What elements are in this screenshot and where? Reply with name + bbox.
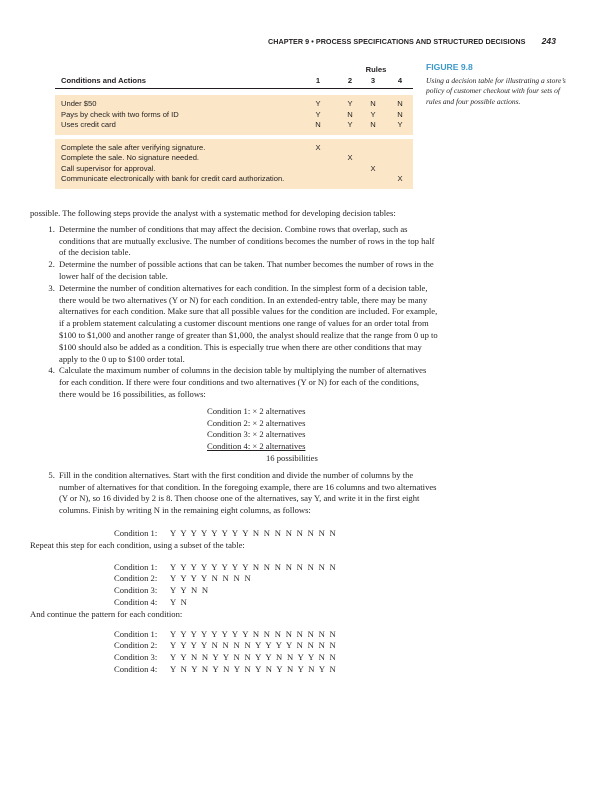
rule-number: 1: [315, 76, 321, 85]
list-item: 2. Determine the number of possible actions that can be taken. That number becomes the number of rows in the lower half of the decision table.: [57, 259, 438, 283]
action-label: Complete the sale after verifying signature.: [61, 142, 206, 152]
table-cell: N: [370, 99, 376, 108]
table-cell: N: [347, 109, 353, 119]
condition-row: [55, 120, 413, 131]
condition-line: [114, 652, 438, 664]
calc-line: Condition 2: × 2 alternatives: [207, 417, 306, 428]
list-item: 5. Fill in the condition alternatives. Start with the first condition and divide the number of columns by the number of alternatives for that condition. In the foregoing example, there are 16 columns and two alternatives (Y or N), so 16 divided by 2 is 8. Then choose one of the alternatives, say Y, and write it in the first eight columns. Finish by writing N in the remaining eight columns, as follows:: [57, 470, 438, 517]
actions-section: [55, 139, 413, 189]
repeat-paragraph: Repeat this step for each condition, using a subset of the table:: [30, 539, 245, 550]
table-cell: N: [315, 120, 321, 129]
table-cell: Y: [347, 120, 353, 129]
table-cell: X: [397, 174, 403, 183]
condition-label: Uses credit card: [61, 120, 116, 129]
condition-values: Y Y N N: [170, 585, 209, 596]
condition-values: Y N: [170, 596, 188, 607]
condition-line: [114, 562, 438, 574]
calculation-block: [207, 406, 438, 465]
condition-name: Condition 1:: [114, 628, 158, 639]
page-number: 243: [541, 36, 556, 46]
table-cell: Y: [370, 109, 376, 119]
condition-row: [55, 99, 413, 110]
running-head: [268, 37, 556, 46]
list-item: 1. Determine the number of conditions that may affect the decision. Combine rows that overlap, such as conditions that are mutually exclusive. The number of conditions becomes the number of rows in the top half of the decision table.: [57, 224, 438, 259]
condition-line: [114, 585, 438, 597]
step-text: Calculate the maximum number of columns in the decision table by multiplying the number of alternatives for each condition. If there were four conditions and two alternatives (Y or N) for each of the conditions, there would be 16 possibilities, as follows:: [59, 365, 427, 399]
rule-number: 4: [397, 76, 403, 85]
condition-name: Condition 1:: [114, 561, 158, 572]
action-row: [55, 153, 413, 164]
calc-total: 16 possibilities: [266, 452, 318, 463]
rule-number: 3: [370, 76, 376, 85]
condition-name: Condition 1:: [114, 527, 158, 538]
condition-values: Y Y Y Y N N N N: [170, 573, 252, 584]
table-cell: X: [347, 153, 353, 162]
calc-line: Condition 1: × 2 alternatives: [207, 405, 306, 416]
steps-list: [30, 224, 438, 517]
figure-label: FIGURE 9.8: [426, 62, 473, 72]
condition-line: [114, 629, 438, 641]
condition-name: Condition 3:: [114, 585, 158, 596]
action-label: Complete the sale. No signature needed.: [61, 153, 200, 162]
condition-line: [114, 640, 438, 652]
continue-paragraph: And continue the pattern for each condition:: [30, 608, 183, 619]
condition-values: Y Y Y Y N N N N Y Y Y Y N N N N: [170, 640, 337, 651]
condition-values: Y N Y N Y N Y N Y N Y N Y N Y N: [170, 663, 337, 674]
table-cell: Y: [315, 109, 321, 119]
chapter-title: CHAPTER 9 • PROCESS SPECIFICATIONS AND STRUCTURED DECISIONS: [268, 37, 526, 46]
list-item: 3. Determine the number of condition alternatives for each condition. In the simplest form of a decision table, there would be two alternatives (Y or N) for each condition. In an extended-entry table, there may be many alternatives for each condition. Make sure that all possible values for the condition are included. For example, if a problem statement calculating a customer discount mentions one range of values for an order total from $100 to $1,000 and another range of greater than $1,000, the analyst should realize that the range from 0 up to $100 should also be added as a condition. This is especially true when there are other conditions that may apply to the 0 up to $100 order total.: [57, 283, 438, 366]
condition-name: Condition 4:: [114, 663, 158, 674]
action-label: Call supervisor for approval.: [61, 163, 156, 173]
list-item: [57, 365, 438, 464]
calc-line: Condition 4: × 2 alternatives: [207, 441, 306, 452]
condition-line: [114, 597, 438, 609]
condition-block: [114, 528, 438, 540]
condition-values: Y Y Y Y Y Y Y Y N N N N N N N N: [170, 561, 337, 572]
table-cell: Y: [347, 99, 353, 108]
table-cell: Y: [397, 120, 403, 129]
condition-label: Under $50: [61, 99, 97, 108]
body-text: [30, 208, 438, 676]
condition-name: Condition 4:: [114, 596, 158, 607]
condition-label: Pays by check with two forms of ID: [61, 109, 179, 119]
conditions-section: [55, 95, 413, 135]
condition-row: [55, 110, 413, 121]
condition-name: Condition 2:: [114, 573, 158, 584]
condition-name: Condition 3:: [114, 652, 158, 663]
decision-table: [55, 62, 413, 189]
table-cell: N: [397, 99, 403, 108]
condition-values: Y Y N N Y Y N N Y Y N N Y Y N N: [170, 652, 337, 663]
table-title: Conditions and Actions: [61, 76, 146, 85]
decision-table-header: [55, 62, 413, 89]
rules-label: Rules: [365, 65, 387, 74]
table-cell: N: [397, 109, 403, 119]
action-row: [55, 164, 413, 175]
rule-number: 2: [347, 76, 353, 85]
action-row: [55, 143, 413, 154]
condition-values: Y Y Y Y Y Y Y Y N N N N N N N N: [170, 527, 337, 538]
table-cell: X: [315, 142, 321, 152]
table-cell: Y: [315, 99, 321, 108]
condition-block: [114, 629, 438, 676]
condition-line: [114, 664, 438, 676]
condition-block: [114, 562, 438, 609]
intro-paragraph: possible. The following steps provide the analyst with a systematic method for developing decision tables:: [30, 208, 396, 218]
action-row: [55, 174, 413, 185]
condition-values: Y Y Y Y Y Y Y Y N N N N N N N N: [170, 628, 337, 639]
table-cell: N: [370, 120, 376, 129]
table-cell: X: [370, 163, 376, 173]
figure-caption: Using a decision table for illustrating a store’s policy of customer checkout with four sets of rules and four possible actions.: [426, 76, 566, 106]
condition-line: [114, 573, 438, 585]
condition-name: Condition 2:: [114, 640, 158, 651]
calc-line: Condition 3: × 2 alternatives: [207, 429, 306, 440]
action-label: Communicate electronically with bank for credit card authorization.: [61, 174, 285, 183]
condition-line: [114, 528, 438, 540]
